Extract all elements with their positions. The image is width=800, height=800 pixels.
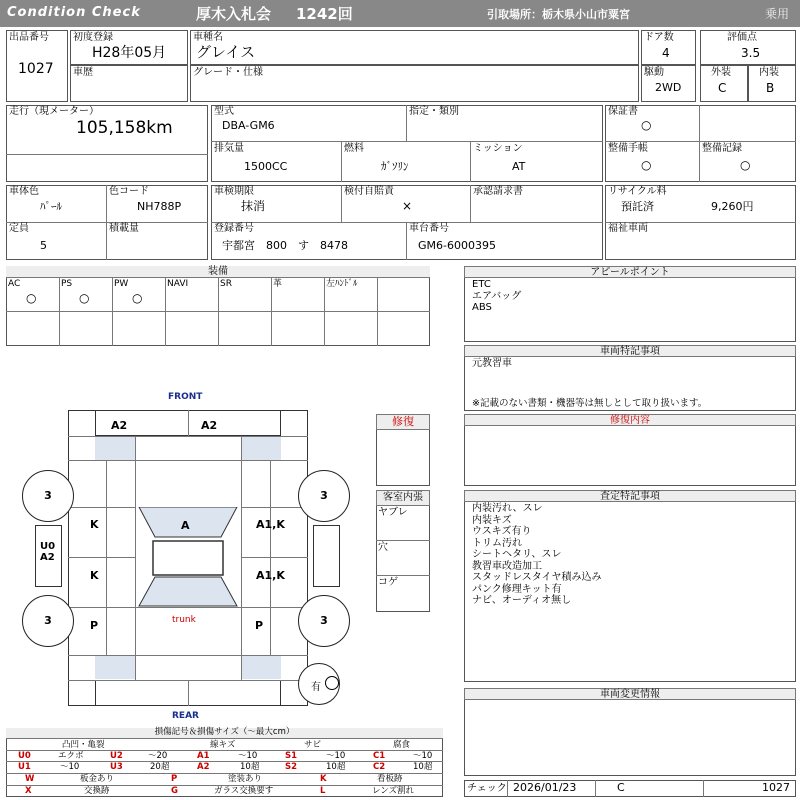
check-number: 1027 <box>762 781 790 794</box>
inspector-item: ナビ、オーディオ無し <box>472 595 572 606</box>
inspector-item: 教習車改造加工 <box>472 560 542 572</box>
repair-title: 修復 <box>376 414 430 430</box>
legend-desc: 10超 <box>413 762 433 772</box>
legend-desc: 20超 <box>150 762 170 772</box>
inspector-item: パンク修理キット有 <box>472 583 562 595</box>
code-k-front: K <box>90 518 99 531</box>
corner-rr <box>241 655 281 679</box>
inspection-value: 抹消 <box>241 199 266 213</box>
code-a2-left: A2 <box>111 419 128 432</box>
legend-code: C2 <box>373 762 386 772</box>
legend-h-scratch: 線キズ <box>210 740 236 750</box>
reg-no-value: 宇都宮 800 す 8478 <box>222 239 348 252</box>
int-label: 内装 <box>759 67 779 78</box>
legend-title: 損傷記号＆損傷サイズ（〜最大cm） <box>6 728 443 739</box>
designation-label: 指定・類別 <box>409 106 459 117</box>
special-list <box>472 358 512 370</box>
equip-ps-value: ○ <box>79 291 90 305</box>
legend-desc: 〜20 <box>148 751 168 761</box>
legend-desc: 10超 <box>240 762 260 772</box>
spare-tire-label: 有 <box>311 682 321 693</box>
legend-code: C1 <box>373 751 386 761</box>
tire-rear-left: 3 <box>22 595 74 647</box>
repairs-panel-title: 修復内容 <box>464 414 796 426</box>
manual-label: 整備手帳 <box>608 143 648 154</box>
side-panel-left-code: U0 A2 <box>40 541 56 563</box>
code-a1k-rear: A1,K <box>256 569 285 582</box>
interior-title: 客室内張 <box>376 490 430 506</box>
interior-hole: 穴 <box>378 542 388 553</box>
interior-burn: コゲ <box>378 577 398 588</box>
recycle-status: 預託済 <box>621 200 654 213</box>
recycle-amount: 9,260円 <box>711 200 754 213</box>
drive-label: 駆動 <box>644 67 664 78</box>
appeal-item: ABS <box>472 302 492 313</box>
score-value: 3.5 <box>741 46 761 60</box>
color-label: 車体色 <box>9 186 39 197</box>
mission-value: AT <box>512 160 526 173</box>
appeal-list <box>472 279 521 314</box>
warranty-value: ○ <box>641 118 652 132</box>
liability-label: 検付自賠責 <box>344 186 394 197</box>
inspector-item: ウスキズ有り <box>472 526 532 537</box>
recycle-label: リサイクル料 <box>608 186 667 197</box>
legend-desc: 塗装あり <box>228 774 263 784</box>
reg-no-label: 登録番号 <box>214 223 254 234</box>
legend-desc: 板金あり <box>80 774 115 784</box>
check-grade: C <box>617 781 625 794</box>
car-name-value: グレイス <box>196 43 256 61</box>
ext-label: 外装 <box>711 67 731 78</box>
changes-title: 車両変更情報 <box>464 688 796 700</box>
legend-code: L <box>320 786 326 796</box>
code-k-rear: K <box>90 569 99 582</box>
manual-value: ○ <box>641 158 652 172</box>
equipment-title: 装備 <box>6 266 430 278</box>
corner-rl <box>95 655 135 679</box>
legend-desc: 〜10 <box>238 751 258 761</box>
usage-type: 乗用 <box>765 7 790 21</box>
equip-pw-label: PW <box>114 279 129 289</box>
code-a-roof: A <box>181 519 190 532</box>
history-label: 車歴 <box>73 67 93 78</box>
legend-code: U3 <box>110 762 123 772</box>
rear-label: REAR <box>172 711 199 721</box>
code-p-right: P <box>255 619 264 632</box>
code-a1k-front: A1,K <box>256 518 285 531</box>
inspector-item: 内装キズ <box>472 514 512 526</box>
legend-desc: 〜10 <box>60 762 80 772</box>
legend-code: W <box>25 774 35 784</box>
check-label: チェック <box>467 783 507 794</box>
mileage-label: 走行（現メーター） <box>9 106 99 117</box>
equip-navi-label: NAVI <box>167 279 189 289</box>
legend-desc: レンズ割れ <box>372 786 415 796</box>
lot-number: 1242回 <box>296 5 353 23</box>
legend-desc: 交換跡 <box>84 786 110 796</box>
code-p-left: P <box>90 619 99 632</box>
lot-number-label: 出品番号 <box>9 32 49 43</box>
welfare-label: 福祉車両 <box>608 223 648 234</box>
fuel-value: ｶﾞｿﾘﾝ <box>381 160 409 173</box>
first-reg-value: H28年05月 <box>92 45 167 61</box>
legend-code: A1 <box>197 751 210 761</box>
color-value: ﾊﾟｰﾙ <box>40 200 62 213</box>
displacement-value: 1500CC <box>244 160 288 173</box>
trunk-label: trunk <box>172 615 196 625</box>
appeal-item: エアバッグ <box>472 290 522 302</box>
condition-check-title: Condition Check <box>7 5 141 20</box>
chassis-label: 車台番号 <box>409 223 449 234</box>
legend-code: X <box>25 786 32 796</box>
grade-label: グレード・仕様 <box>193 67 263 78</box>
interior-tear: ヤブレ <box>378 507 408 518</box>
first-reg-label: 初度登録 <box>73 32 113 43</box>
special-title: 車両特記事項 <box>464 345 796 357</box>
inspector-list <box>472 503 602 607</box>
tire-rear-right: 3 <box>298 595 350 647</box>
legend-h-fushoku: 腐食 <box>393 740 411 750</box>
corner-fr <box>241 436 281 460</box>
inspector-title: 査定特記事項 <box>464 490 796 502</box>
tire-front-left: 3 <box>22 470 74 522</box>
appeal-item: ETC <box>472 279 491 290</box>
side-panel-right <box>313 525 340 587</box>
inspector-item: シートヘタリ、スレ <box>472 549 562 560</box>
score-label: 評価点 <box>727 32 757 43</box>
chassis-value: GM6-6000395 <box>418 239 496 252</box>
legend-code: A2 <box>197 762 210 772</box>
special-item: 元教習車 <box>472 358 512 369</box>
inspector-item: トリム汚れ <box>472 537 522 549</box>
lot-number-value: 1027 <box>18 61 54 77</box>
displacement-label: 排気量 <box>214 143 244 154</box>
legend-code: G <box>171 786 178 796</box>
equip-ac-label: AC <box>8 279 21 289</box>
equip-ps-label: PS <box>61 279 73 289</box>
fuel-label: 燃料 <box>344 143 364 154</box>
model-label: 型式 <box>214 106 234 117</box>
load-label: 積載量 <box>109 223 139 234</box>
car-name-box <box>190 30 639 65</box>
capacity-label: 定員 <box>9 223 29 234</box>
ext-value: C <box>718 81 727 95</box>
approval-label: 承認請求書 <box>473 186 523 197</box>
special-note: ※記載のない書類・機器等は無しとして取り扱います。 <box>472 398 708 409</box>
legend-h-dent: 凸凹・亀裂 <box>62 740 105 750</box>
auction-name: 厚木入札会 <box>196 5 272 23</box>
warranty-label: 保証書 <box>608 106 638 117</box>
capacity-value: 5 <box>40 239 47 252</box>
liability-value: × <box>402 199 413 213</box>
record-label: 整備記録 <box>702 143 742 154</box>
check-date: 2026/01/23 <box>513 781 577 794</box>
legend-h-sabi: サビ <box>304 740 322 750</box>
code-a2-right: A2 <box>201 419 218 432</box>
int-value: B <box>766 81 775 95</box>
mission-label: ミッション <box>473 143 523 154</box>
legend-desc: 〜10 <box>326 751 346 761</box>
legend-code: S2 <box>285 762 298 772</box>
color-code-label: 色コード <box>109 186 149 197</box>
record-value: ○ <box>740 158 751 172</box>
legend-desc: エクボ <box>58 751 84 761</box>
model-value: DBA-GM6 <box>222 119 275 132</box>
front-label: FRONT <box>168 392 203 402</box>
equip-sr-label: SR <box>220 279 232 289</box>
legend-desc: 看板跡 <box>377 774 403 784</box>
appeal-title: アピールポイント <box>464 266 796 278</box>
car-name-label: 車種名 <box>193 32 223 43</box>
legend-desc: 10超 <box>326 762 346 772</box>
equip-leather-label: 革 <box>273 279 283 289</box>
doors-value: 4 <box>662 46 670 60</box>
legend-desc: 〜10 <box>413 751 433 761</box>
legend-code: U1 <box>18 762 31 772</box>
equip-ac-value: ○ <box>26 291 37 305</box>
spare-tire-circle <box>325 676 339 690</box>
legend-code: K <box>320 774 327 784</box>
pickup-location: 引取場所：栃木県小山市粟宮 <box>487 8 630 21</box>
legend-code: U0 <box>18 751 31 761</box>
corner-fl <box>95 436 135 460</box>
inspector-item: 内装汚れ、スレ <box>472 503 543 514</box>
legend-desc: ガラス交換要す <box>214 786 274 796</box>
inspection-label: 車検期限 <box>214 186 254 197</box>
changes-box <box>464 688 796 776</box>
equip-lhd-label: 左ﾊﾝﾄﾞﾙ <box>326 279 358 289</box>
legend-code: P <box>171 774 178 784</box>
legend-code: U2 <box>110 751 123 761</box>
mileage-value: 105,158km <box>76 118 173 138</box>
legend-code: S1 <box>285 751 298 761</box>
doors-label: ドア数 <box>644 32 674 43</box>
tire-front-right: 3 <box>298 470 350 522</box>
equip-pw-value: ○ <box>132 291 143 305</box>
drive-value: 2WD <box>655 81 682 94</box>
color-code-value: NH788P <box>137 200 182 213</box>
inspector-item: スタッドレスタイヤ積み込み <box>472 572 602 583</box>
